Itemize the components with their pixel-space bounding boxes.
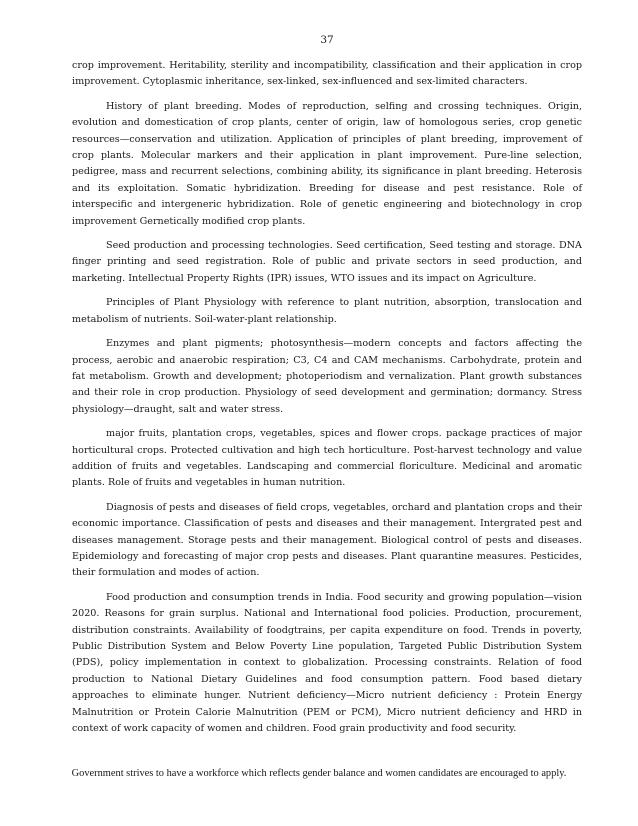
page-number: 37 — [320, 34, 334, 46]
paragraph-plant-physiology: Principles of Plant Physiology with reference to plant nutrition, absorption, translocation and metabolism of nutrients. Soil-water-plant relationship. — [72, 297, 582, 325]
paragraph-pests-diseases: Diagnosis of pests and diseases of field crops, vegetables, orchard and plantation crops and their economic importance. Classification of pests and diseases and their management. Intergrated pest and diseases management. Storage pests and their management. Biological control of pests and diseases. Epidemiology and forecasting of major crop pests and diseases. Plant quarantine measures. Pesticides, their formulation and modes of action. — [72, 501, 582, 579]
paragraph-food-security: Food production and consumption trends in India. Food security and growing population—vision 2020. Reasons for grain surplus. National and International food policies. Production, procurement, distribution constraints. Availability of foodgtrains, per capita expenditure on food. Trends in poverty, Public Distribution System and Below Poverty Line population, Targeted Public Distribution System (PDS), policy implementation in context to globalization. Processing constraints. Relation of food production to National Dietary Guidelines and food consumption pattern. Food based dietary approaches to eliminate hunger. Nutrient deficiency—Micro nutrient deficiency : Protein Energy Malnutrition or Protein Calorie Malnutrition (PEM or PCM), Micro nutrient deficiency and HRD in context of work capacity of women and children. Food grain productivity and food security. — [72, 591, 582, 735]
paragraph-seed-production: Seed production and processing technologies. Seed certification, Seed testing and storage. DNA finger printing and seed registration. Role of public and private sectors in seed production, and marketing. Intellectual Property Rights (IPR) issues, WTO issues and its impact on Agriculture. — [72, 240, 582, 284]
paragraph-horticulture: major fruits, plantation crops, vegetables, spices and flower crops. package practices of major horticultural crops. Protected cultivation and high tech horticulture. Post-harvest technology and value addition of fruits and vegetables. Landscaping and commercial floriculture. Medicinal and aromatic plants. Role of fruits and vegetables in human nutrition. — [72, 428, 582, 489]
footer-note: Government strives to have a workforce which reflects gender balance and women candidates are encouraged to apply. — [71, 768, 567, 779]
paragraph-continuation: crop improvement. Heritability, sterility and incompatibility, classification and their application in crop improvement. Cytoplasmic inheritance, sex-linked, sex-influenced and sex-limited characters. — [72, 60, 582, 88]
paragraph-enzymes: Enzymes and plant pigments; photosynthesis—modern concepts and factors affecting the process, aerobic and anaerobic respiration; C3, C4 and CAM mechanisms. Carbohydrate, protein and fat metabolism. Growth and development; photoperiodism and vernalization. Plant growth substances and their role in crop production. Physiology of seed development and germination; dormancy. Stress physiology—draught, salt and water stress. — [72, 338, 582, 415]
paragraph-plant-breeding: History of plant breeding. Modes of reproduction, selfing and crossing techniques. Origin, evolution and domestication of crop plants, center of origin, law of homologous series, crop genetic resources—conservation and utilization. Application of principles of plant breeding, improvement of crop plants. Molecular markers and their application in plant improvement. Pure-line selection, pedigree, mass and recurrent selections, combining ability, its significance in plant breeding. Heterosis and its exploitation. Somatic hybridization. Breeding for disease and pest resistance. Role of interspecific and intergeneric hybridization. Role of genetic engineering and biotechnology in crop improvement Gernetically modified crop plants. — [72, 100, 582, 227]
